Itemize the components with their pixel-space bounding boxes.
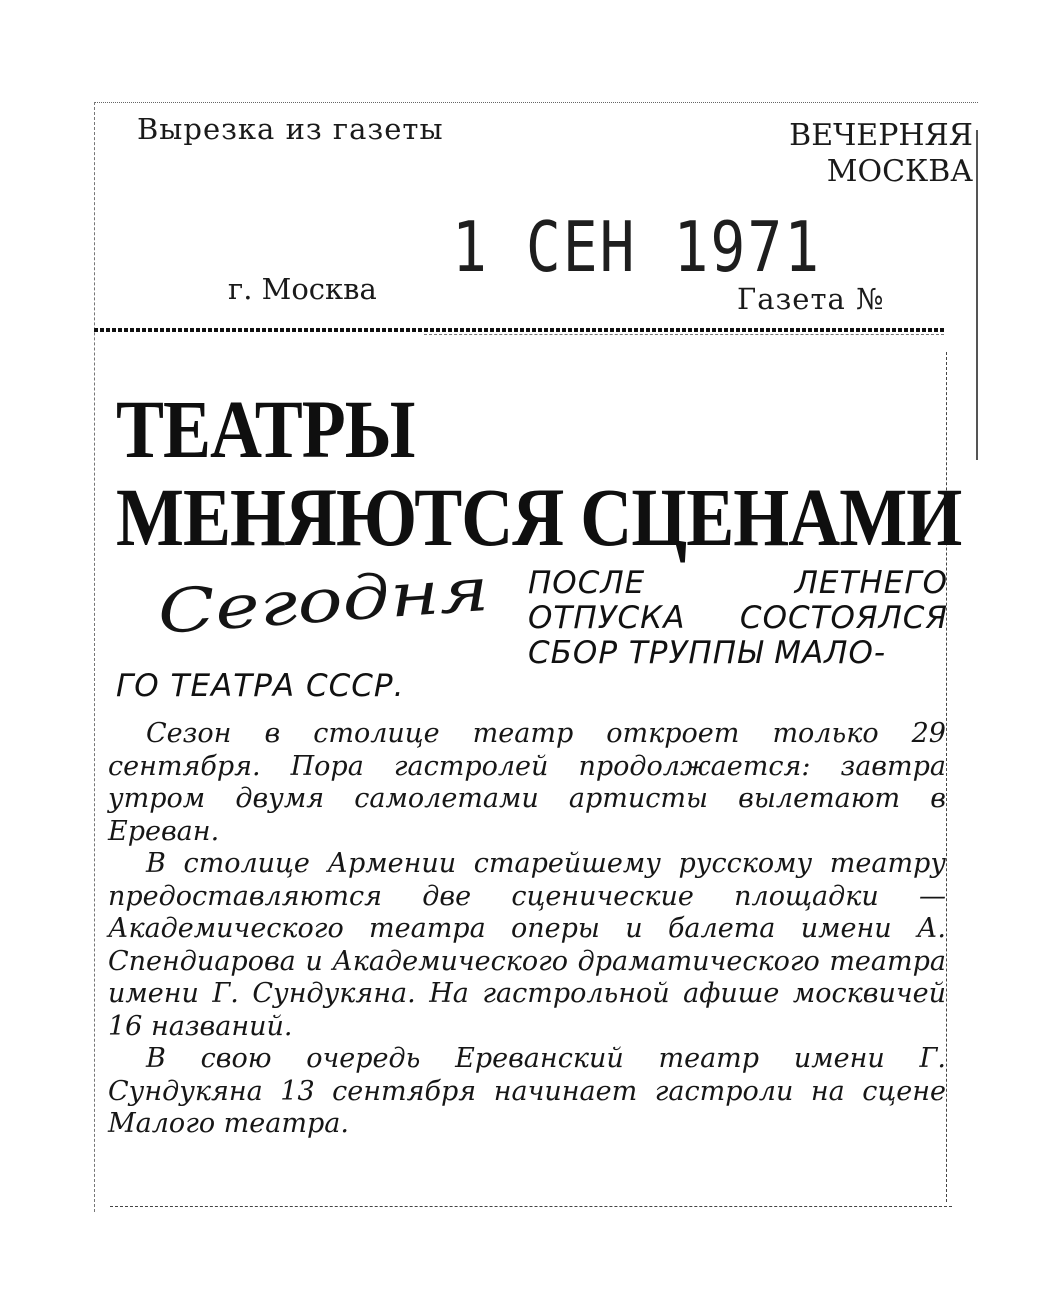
card-right-edge bbox=[976, 130, 978, 460]
lead-paragraph: ПОСЛЕ ЛЕТНЕГО ОТПУСКА СОСТОЯЛСЯ СБОР ТРУППЫ МАЛО- bbox=[528, 565, 948, 671]
newspaper-name-line2: МОСКВА bbox=[826, 154, 973, 189]
lead-paragraph-end: ГО ТЕАТРА СССР. bbox=[116, 668, 405, 704]
article-body bbox=[108, 718, 946, 1141]
handwritten-word: Сегодня bbox=[155, 554, 492, 648]
headline-line1: ТЕАТРЫ bbox=[116, 383, 415, 476]
header-separator bbox=[94, 328, 946, 332]
article-paragraph: Сезон в столице театр откроет только 29 сентября. Пора гастролей продолжается: завтра утром двумя самолетами артисты вылетают в Ереван. bbox=[108, 718, 946, 847]
source-label: Вырезка из газеты bbox=[137, 112, 444, 146]
card-left-edge bbox=[94, 102, 95, 1212]
date-stamp: 1 СЕН 1971 bbox=[452, 206, 822, 288]
newspaper-name bbox=[763, 118, 973, 190]
city-label: г. Москва bbox=[228, 272, 377, 306]
header-separator-dashed bbox=[424, 334, 944, 335]
card-top-edge bbox=[94, 102, 978, 103]
article-bottom-edge bbox=[110, 1206, 952, 1207]
article-paragraph: В свою очередь Ереванский театр имени Г. Сундукяна 13 сентября начинает гастроли на сцене Малого театра. bbox=[108, 1043, 946, 1139]
issue-label: Газета № bbox=[737, 282, 885, 316]
article-paragraph: В столице Армении старейшему русскому театру предоставляются две сценические площадки — Академического театра оперы и балета имени А. Спендиарова и Академического драматического театра имени Г. Сундукяна. На гастрольной афише москвичей 16 названий. bbox=[108, 848, 946, 1042]
headline-line2: МЕНЯЮТСЯ СЦЕНАМИ bbox=[116, 471, 962, 564]
newspaper-name-line1: ВЕЧЕРНЯЯ bbox=[789, 118, 973, 153]
